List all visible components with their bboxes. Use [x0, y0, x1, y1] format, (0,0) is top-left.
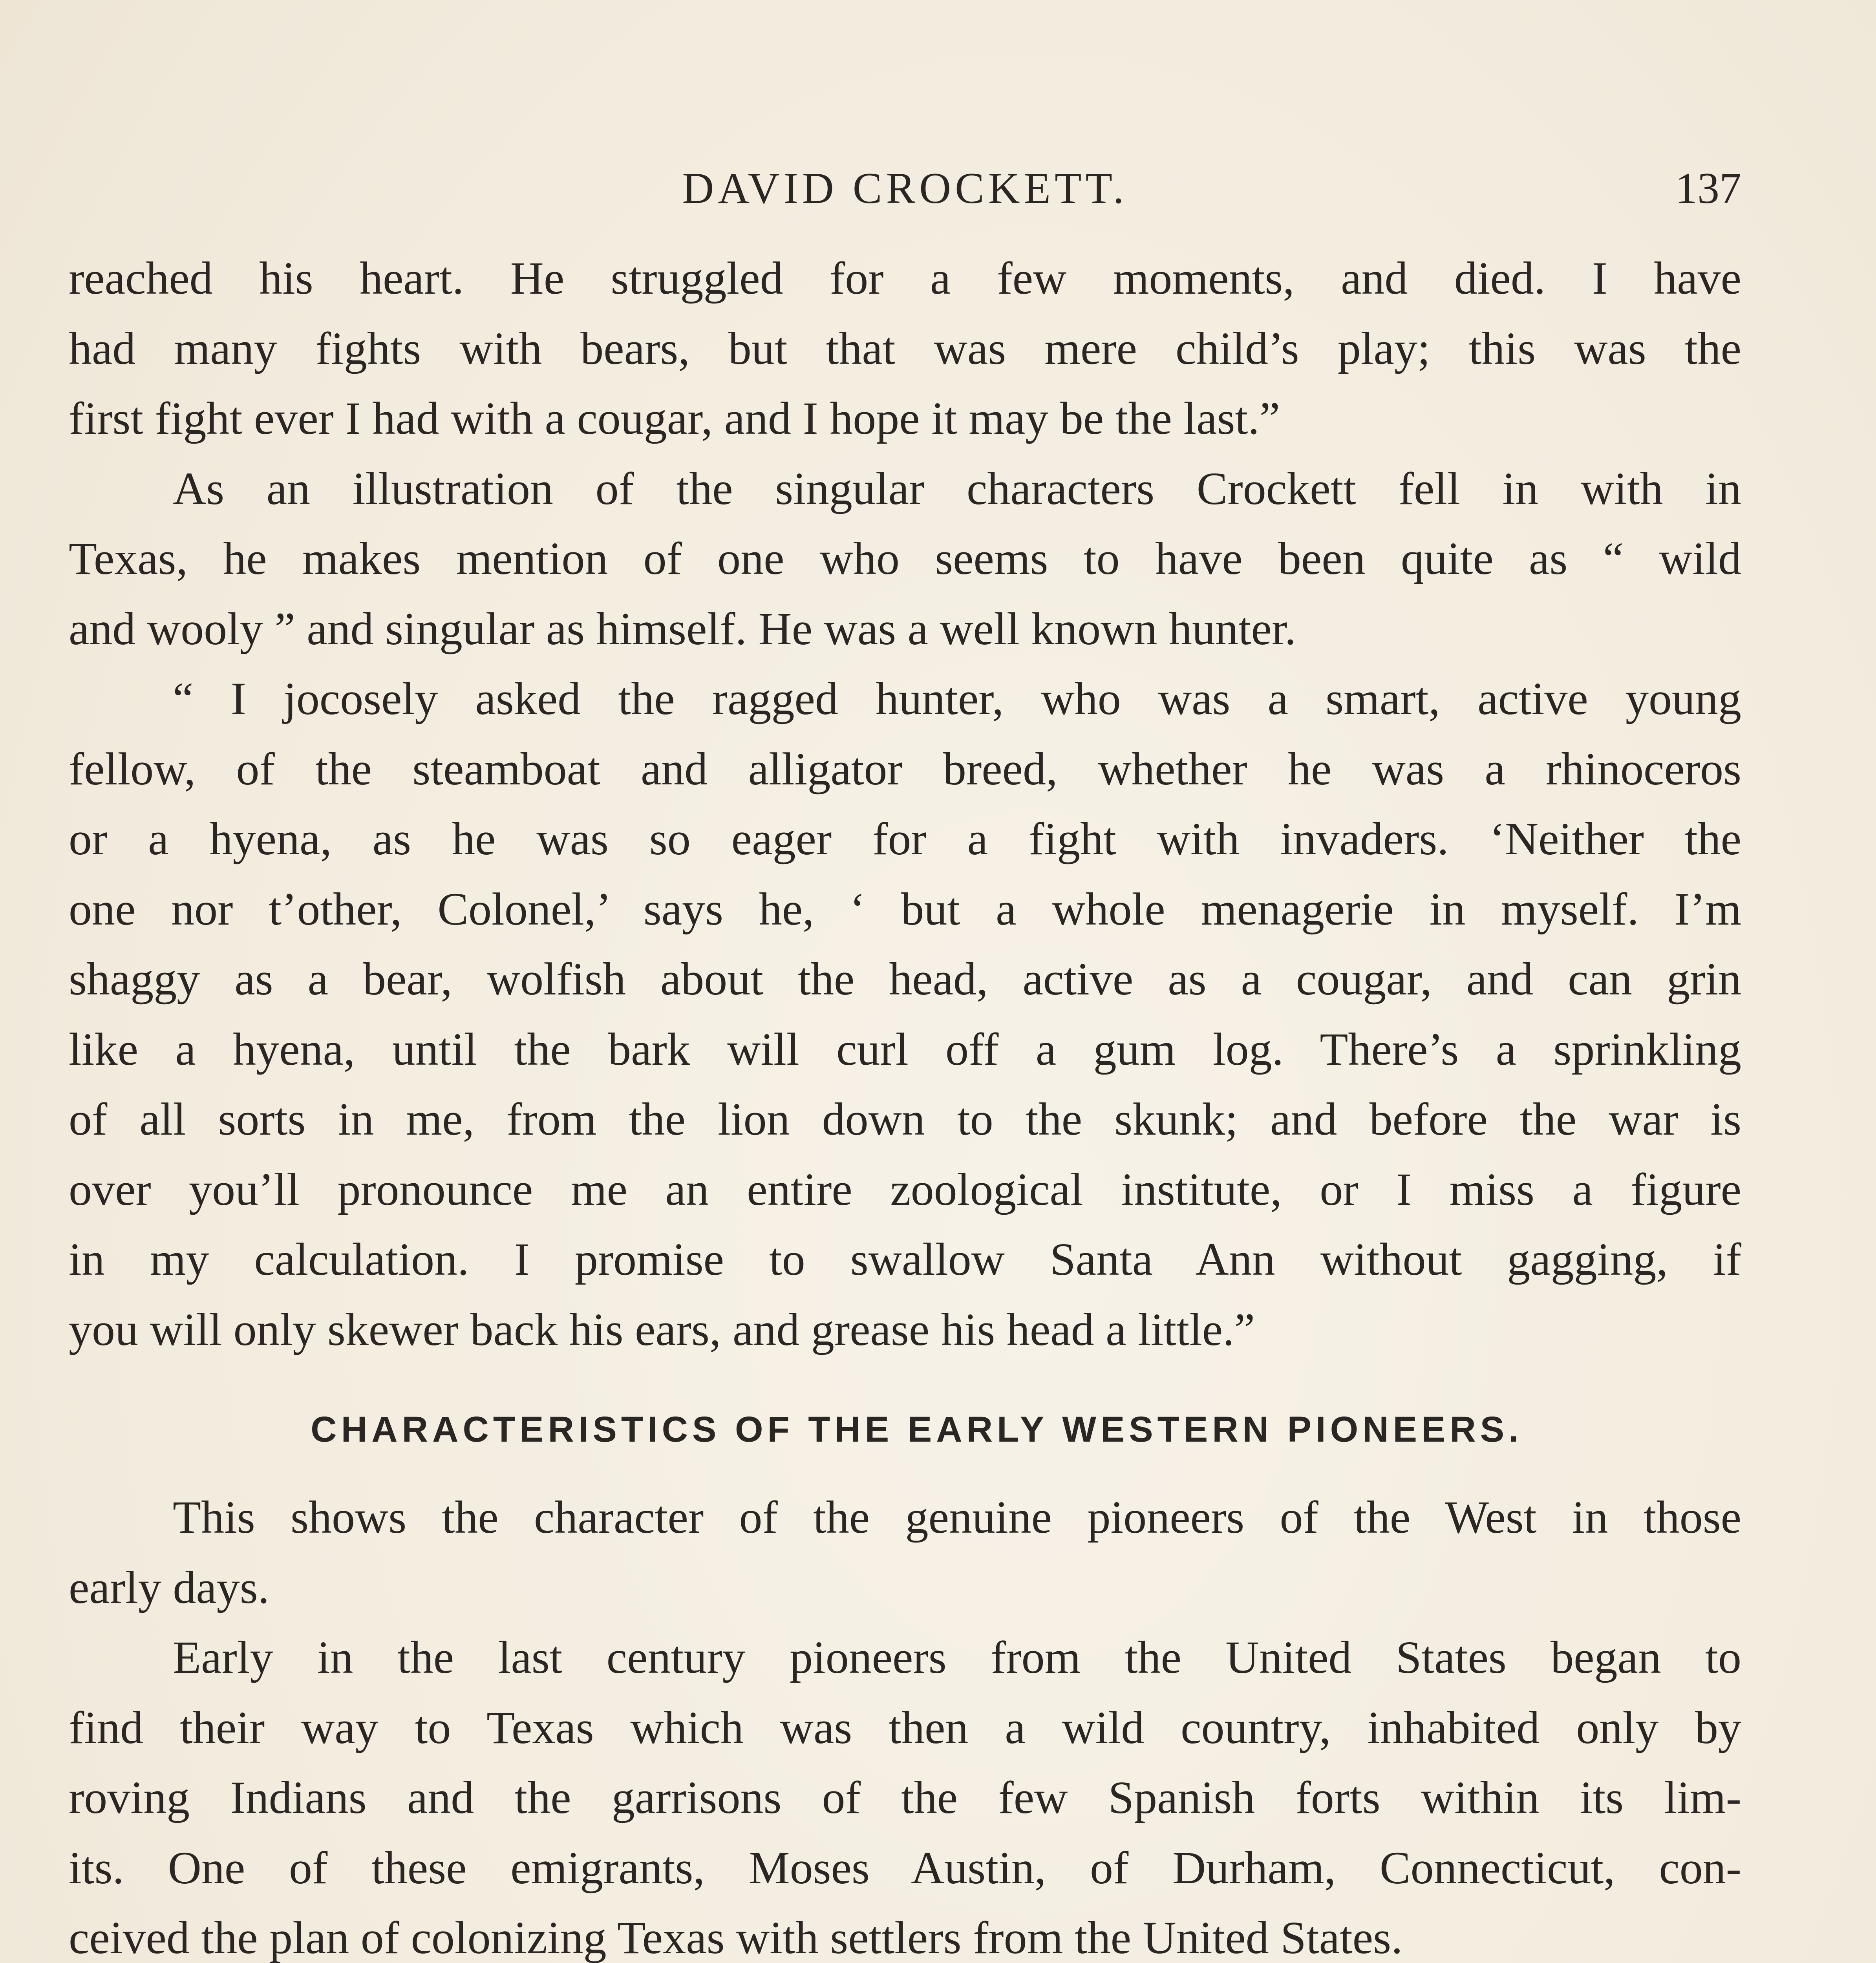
text-line: first fight ever I had with a cougar, and I hope it may be the last.”: [69, 393, 1280, 444]
text-block-after-heading: [69, 1482, 1741, 1963]
text-line: or a hyena, as he was so eager for a fight with invaders. ‘Neither the: [69, 813, 1741, 865]
text-line: one nor t’other, Colonel,’ says he, ‘ but a whole menagerie in myself. I’m: [69, 883, 1741, 935]
section-heading: CHARACTERISTICS OF THE EARLY WESTERN PIONEERS.: [311, 1409, 1523, 1449]
text-line: roving Indians and the garrisons of the few Spanish forts within its lim-: [69, 1772, 1741, 1823]
running-head: [69, 149, 1741, 228]
text-line: had many fights with bears, but that was mere child’s play; this was the: [69, 322, 1741, 374]
text-line: Early in the last century pioneers from the United States began to: [173, 1632, 1741, 1683]
text-line: early days.: [69, 1561, 270, 1613]
text-line: in my calculation. I promise to swallow Santa Ann without gagging, if: [69, 1234, 1741, 1285]
text-line: Texas, he makes mention of one who seems to have been quite as “ wild: [69, 533, 1741, 584]
text-line: its. One of these emigrants, Moses Austin, of Durham, Connecticut, con-: [69, 1842, 1741, 1894]
text-line: like a hyena, until the bark will curl off a gum log. There’s a sprinkling: [69, 1023, 1741, 1075]
text-line: of all sorts in me, from the lion down to the skunk; and before the war is: [69, 1093, 1741, 1145]
text-line: “ I jocosely asked the ragged hunter, who was a smart, active young: [173, 673, 1741, 724]
text-line: This shows the character of the genuine pioneers of the West in those: [173, 1491, 1741, 1543]
running-title: DAVID CROCKETT.: [682, 164, 1128, 213]
text-block-before-heading: [69, 243, 1741, 1365]
text-line: you will only skewer back his ears, and grease his head a little.”: [69, 1303, 1255, 1355]
text-line: over you’ll pronounce me an entire zoological institute, or I miss a figure: [69, 1163, 1741, 1215]
page-number: 137: [1675, 164, 1741, 213]
body-text: [69, 243, 1741, 1963]
text-line: shaggy as a bear, wolfish about the head, active as a cougar, and can grin: [69, 953, 1741, 1005]
text-line: As an illustration of the singular characters Crockett fell in with in: [173, 462, 1741, 514]
text-line: ceived the plan of colonizing Texas with settlers from the United States.: [69, 1912, 1403, 1963]
text-line: and wooly ” and singular as himself. He was a well known hunter.: [69, 603, 1296, 654]
text-line: find their way to Texas which was then a wild country, inhabited only by: [69, 1702, 1741, 1753]
text-line: fellow, of the steamboat and alligator breed, whether he was a rhinoceros: [69, 743, 1741, 795]
text-line: reached his heart. He struggled for a few moments, and died. I have: [69, 252, 1741, 304]
